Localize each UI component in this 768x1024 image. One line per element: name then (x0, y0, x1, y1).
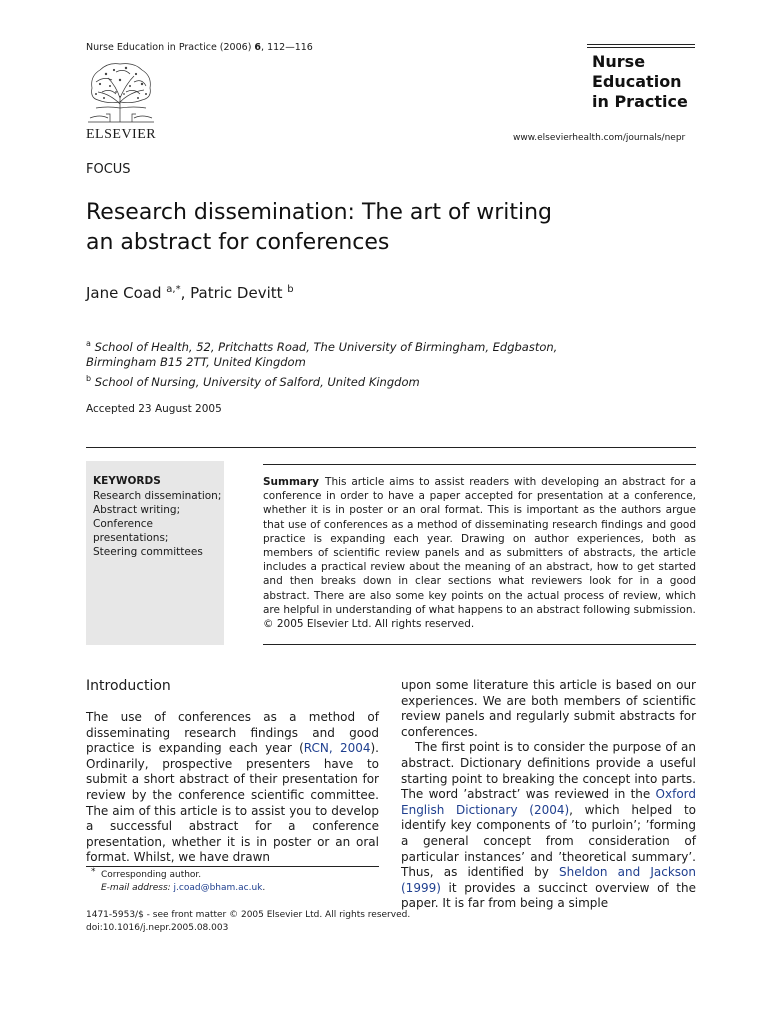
divider (263, 644, 696, 645)
keywords-heading: KEYWORDS (93, 475, 161, 487)
journal-volume: 6 (254, 42, 262, 53)
email-label: E-mail address: (101, 883, 171, 893)
journal-pages: , 112—116 (261, 42, 313, 53)
body-text: The first point is to consider the purpose of an abstract. Dictionary definitions provide a useful starting point to breaking the concept into parts. The word ’abstract’ was reviewed in the (401, 740, 696, 802)
author-name: Patric Devitt (190, 284, 283, 302)
body-column-left (86, 710, 379, 866)
author-name: Jane Coad (86, 284, 162, 302)
body-text: ). Ordinarily, prospective presenters have to submit a short abstract of their presentation for review by the conference scientific committee. The aim of this article is to assist you to develop a successful abstract for a conference presentation, whether it is in poster or an oral format. Whilst, we have drawn (86, 741, 379, 865)
affiliation-text: School of Nursing, University of Salford, United Kingdom (94, 374, 420, 389)
masthead-line: in Practice (592, 92, 688, 111)
author-superscript: a,* (166, 284, 181, 295)
article-title (86, 198, 646, 258)
journal-masthead (592, 52, 688, 112)
body-text: it provides a succinct overview of the paper. It is far from being a simple (401, 880, 696, 911)
body-text: The use of conferences as a method of disseminating research findings and good practice is expanding each year ( (86, 710, 379, 756)
section-heading: Introduction (86, 678, 171, 694)
footnote-email-line (101, 882, 379, 895)
article-meta (86, 909, 410, 935)
masthead-line: Education (592, 72, 682, 91)
paragraph (401, 740, 696, 912)
keyword-item: Research dissemination; (93, 490, 222, 502)
affiliation-text: Birmingham B15 2TT, United Kingdom (86, 355, 306, 370)
section-label: FOCUS (86, 162, 131, 177)
paragraph (401, 678, 696, 740)
keyword-item: Steering committees (93, 546, 203, 558)
journal-ref-prefix: Nurse Education in Practice (2006) (86, 42, 255, 53)
keyword-item: Conference (93, 518, 154, 530)
body-text: , which helped to identify key components of ’to purloin’; ’forming a general concept from consideration of particular instances’ and ’theoretical summary’. Thus, as identified by (401, 802, 696, 880)
summary-label: Summary (263, 476, 320, 488)
masthead-rules (587, 44, 695, 50)
journal-url[interactable]: www.elsevierhealth.com/journals/nepr (513, 133, 686, 143)
accepted-date: Accepted 23 August 2005 (86, 403, 222, 415)
doi-line[interactable]: doi:10.1016/j.nepr.2005.08.003 (86, 923, 229, 933)
issn-line: 1471-5953/$ - see front matter © 2005 Elsevier Ltd. All rights reserved. (86, 910, 411, 920)
keyword-item: presentations; (93, 532, 169, 544)
journal-reference (86, 42, 313, 53)
author-separator: , (180, 284, 191, 302)
title-line: an abstract for conferences (86, 230, 390, 255)
author-superscript: b (287, 284, 294, 295)
divider (263, 464, 696, 465)
footnote-mark: * (91, 867, 96, 877)
affiliation-text: School of Health, 52, Pritchatts Road, The University of Birmingham, Edgbaston, (94, 339, 558, 354)
body-column-right (401, 678, 696, 912)
email-punctuation: . (262, 883, 266, 893)
footnote (86, 869, 379, 895)
citation-link[interactable]: Oxford English Dictionary (2004) (401, 787, 696, 817)
summary-copyright: © 2005 Elsevier Ltd. All rights reserved. (263, 618, 475, 631)
abstract-summary (263, 475, 696, 631)
affiliations (86, 336, 646, 390)
keywords-list (93, 489, 223, 559)
citation-link[interactable]: Sheldon and Jackson (1999) (401, 865, 696, 895)
title-line: Research dissemination: The art of writing (86, 200, 553, 225)
publisher-name: ELSEVIER (86, 127, 157, 142)
affiliation-mark: a (86, 339, 91, 348)
email-link[interactable]: j.coad@bham.ac.uk (173, 883, 263, 893)
divider (86, 447, 696, 448)
author-list (86, 284, 294, 302)
footnote-text: Corresponding author. (101, 870, 202, 880)
body-text: upon some literature this article is based on our experiences. We are both members of scientific review panels and regularly submit abstracts for conferences. (401, 678, 696, 739)
footnote-divider (86, 866, 379, 867)
affiliation-mark: b (86, 373, 92, 383)
summary-body: This article aims to assist readers with developing an abstract for a conference in order to have a paper accepted for presentation at a conference, whether it is in poster or an oral format. This is important as the authors argue that use of conferences as a method of disseminating research findings and good practice is expanding each year. Drawing on author experiences, both as members of scientific review panels and as submitters of abstracts, the article includes a practical review about the meaning of an abstract, how to get started and then breaks down in clear sections what reviewers look for in a good abstract. There are also some key points on the actual process of review, which are helpful in understanding of what happens to an abstract following submission. (263, 476, 696, 616)
masthead-line: Nurse (592, 52, 646, 71)
citation-link[interactable]: RCN, 2004 (303, 741, 371, 756)
keyword-item: Abstract writing; (93, 504, 181, 516)
